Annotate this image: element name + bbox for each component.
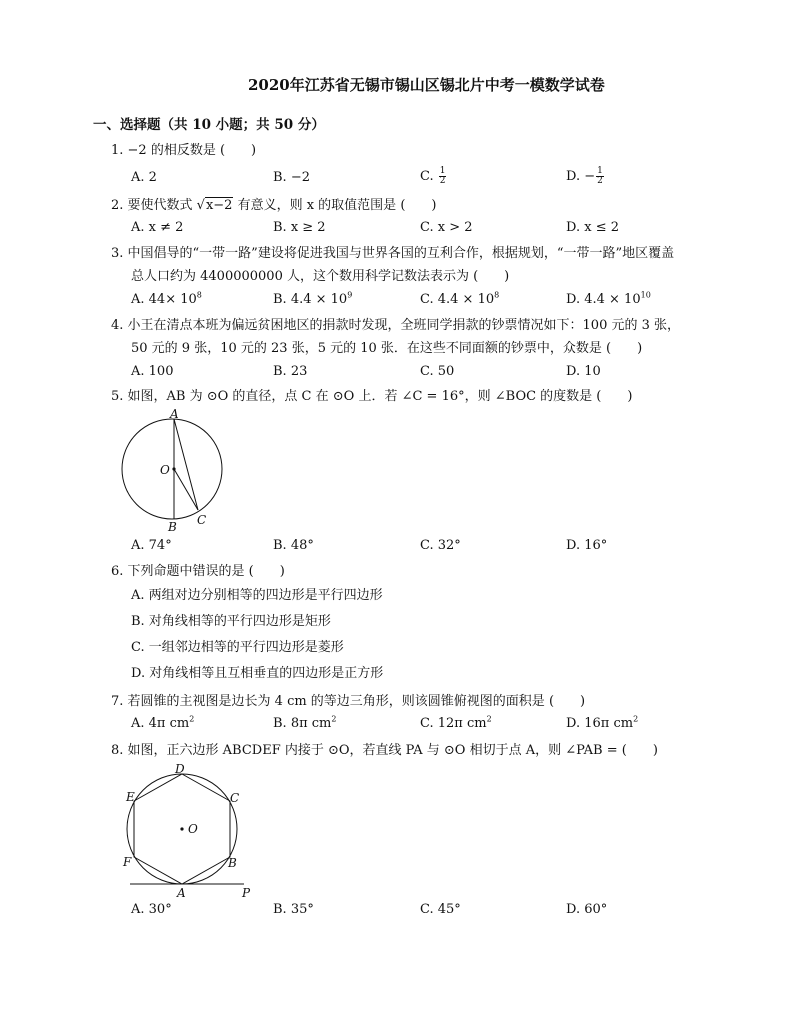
q1-option-a: A. 2 [131, 170, 157, 185]
q2-radicand: x−2 [205, 198, 233, 213]
q5-label-b: B [168, 520, 177, 532]
q2-option-d: D. x ≤ 2 [566, 220, 619, 235]
q7-option-a: A. 4π $cm^2$ [131, 714, 195, 731]
q4-option-a: A. 100 [131, 364, 174, 379]
q2-stem: 2. 要使代数式 √x−2 有意义，则 x 的取值范围是 ( ) [111, 198, 437, 213]
q1-option-c-label: C. [420, 169, 438, 184]
q3-option-b: B. $4.4 \times 10^9$ [273, 290, 353, 307]
q5-chord-ac [174, 419, 198, 510]
q8-label-o: O [188, 822, 198, 836]
q6-option-d: D. 对角线相等且互相垂直的四边形是正方形 [131, 666, 384, 681]
q1-option-d [566, 167, 604, 186]
q1-option-d-fraction: $\frac{1}{2}$ [597, 166, 603, 186]
q7-stem: 7. 若圆锥的主视图是边长为 4 cm 的等边三角形，则该圆锥俯视图的面积是 ( ) [111, 694, 586, 709]
q3-stem-line1: 3. 中国倡导的“一带一路”建设将促进我国与世界各国的互利合作，根据规划，“一带一路”地区覆盖 [111, 246, 675, 261]
q1-option-c-fraction: $\frac{1}{2}$ [439, 166, 446, 186]
q8-hexagon-figure [118, 760, 268, 900]
q6-option-c: C. 一组邻边相等的平行四边形是菱形 [131, 640, 344, 655]
q6-option-b: B. 对角线相等的平行四边形是矩形 [131, 614, 331, 629]
q8-option-c: C. 45° [420, 902, 461, 917]
q6-option-a: A. 两组对边分别相等的四边形是平行四边形 [131, 588, 383, 603]
q4-option-c: C. 50 [420, 364, 455, 379]
section-heading: 一、选择题（共 10 小题；共 50 分） [93, 117, 325, 133]
q5-option-d: D. 16° [566, 538, 608, 553]
q8-stem: 8. 如图，正六边形 ABCDEF 内接于 ⊙O，若直线 PA 与 ⊙O 相切于点 A，则 ∠PAB = ( ) [111, 743, 658, 758]
q1-option-d-label: D. − [566, 169, 596, 184]
q2-option-b: B. x ≥ 2 [273, 220, 326, 235]
q4-option-d: D. 10 [566, 364, 601, 379]
q8-center-dot [180, 827, 183, 830]
q5-label-o: O [160, 463, 170, 477]
q5-option-a: A. 74° [131, 538, 172, 553]
q2-option-a: A. x ≠ 2 [131, 220, 184, 235]
q5-circle-figure [118, 408, 226, 532]
q3-option-d: D. $4.4 \times 10^{10}$ [566, 290, 651, 307]
q5-circle [122, 419, 222, 519]
q8-label-d: D [175, 762, 185, 776]
q8-label-f: F [123, 855, 132, 869]
q5-label-c: C [197, 513, 207, 527]
q4-option-b: B. 23 [273, 364, 308, 379]
q5-center-dot [172, 467, 175, 470]
q3-option-c: C. $4.4 \times 10^8$ [420, 290, 500, 307]
q7-option-b: B. 8π $cm^2$ [273, 714, 337, 731]
q6-stem: 6. 下列命题中错误的是 ( ) [111, 564, 285, 579]
q5-option-b: B. 48° [273, 538, 314, 553]
page-title: 2020年江苏省无锡市锡山区锡北片中考一模数学试卷 [248, 76, 605, 94]
q3-option-a: A. $44\times 10^8$ [131, 290, 202, 307]
q2-option-c: C. x > 2 [420, 220, 473, 235]
q4-stem-line1: 4. 小王在清点本班为偏远贫困地区的捐款时发现，全班同学捐款的钞票情况如下：100 元的 3 张， [111, 318, 681, 333]
q1-option-c [420, 167, 446, 186]
q8-label-p: P [242, 886, 251, 900]
q5-label-a: A [170, 408, 179, 421]
q8-option-b: B. 35° [273, 902, 314, 917]
q7-option-c: C. 12π $cm^2$ [420, 714, 492, 731]
q8-label-c: C [230, 791, 240, 805]
q5-stem: 5. 如图，AB 为 ⊙O 的直径，点 C 在 ⊙O 上．若 ∠C = 16°，则 ∠BOC 的度数是 ( ) [111, 389, 633, 404]
q4-stem-line2: 50 元的 9 张，10 元的 23 张，5 元的 10 张．在这些不同面额的钞票中，众数是 ( ) [131, 341, 643, 356]
q8-option-a: A. 30° [131, 902, 172, 917]
q8-option-d: D. 60° [566, 902, 608, 917]
q7-option-d: D. 16π $cm^2$ [566, 714, 639, 731]
q8-label-b: B [228, 856, 237, 870]
q1-stem: 1. −2 的相反数是 ( ) [111, 143, 257, 158]
q3-stem-line2: 总人口约为 4400000000 人，这个数用科学记数法表示为 ( ) [131, 269, 510, 284]
q8-label-e: E [126, 790, 135, 804]
q5-radius-oc [174, 469, 198, 510]
q1-option-b: B. −2 [273, 170, 310, 185]
q8-label-a: A [177, 886, 186, 900]
q5-option-c: C. 32° [420, 538, 461, 553]
